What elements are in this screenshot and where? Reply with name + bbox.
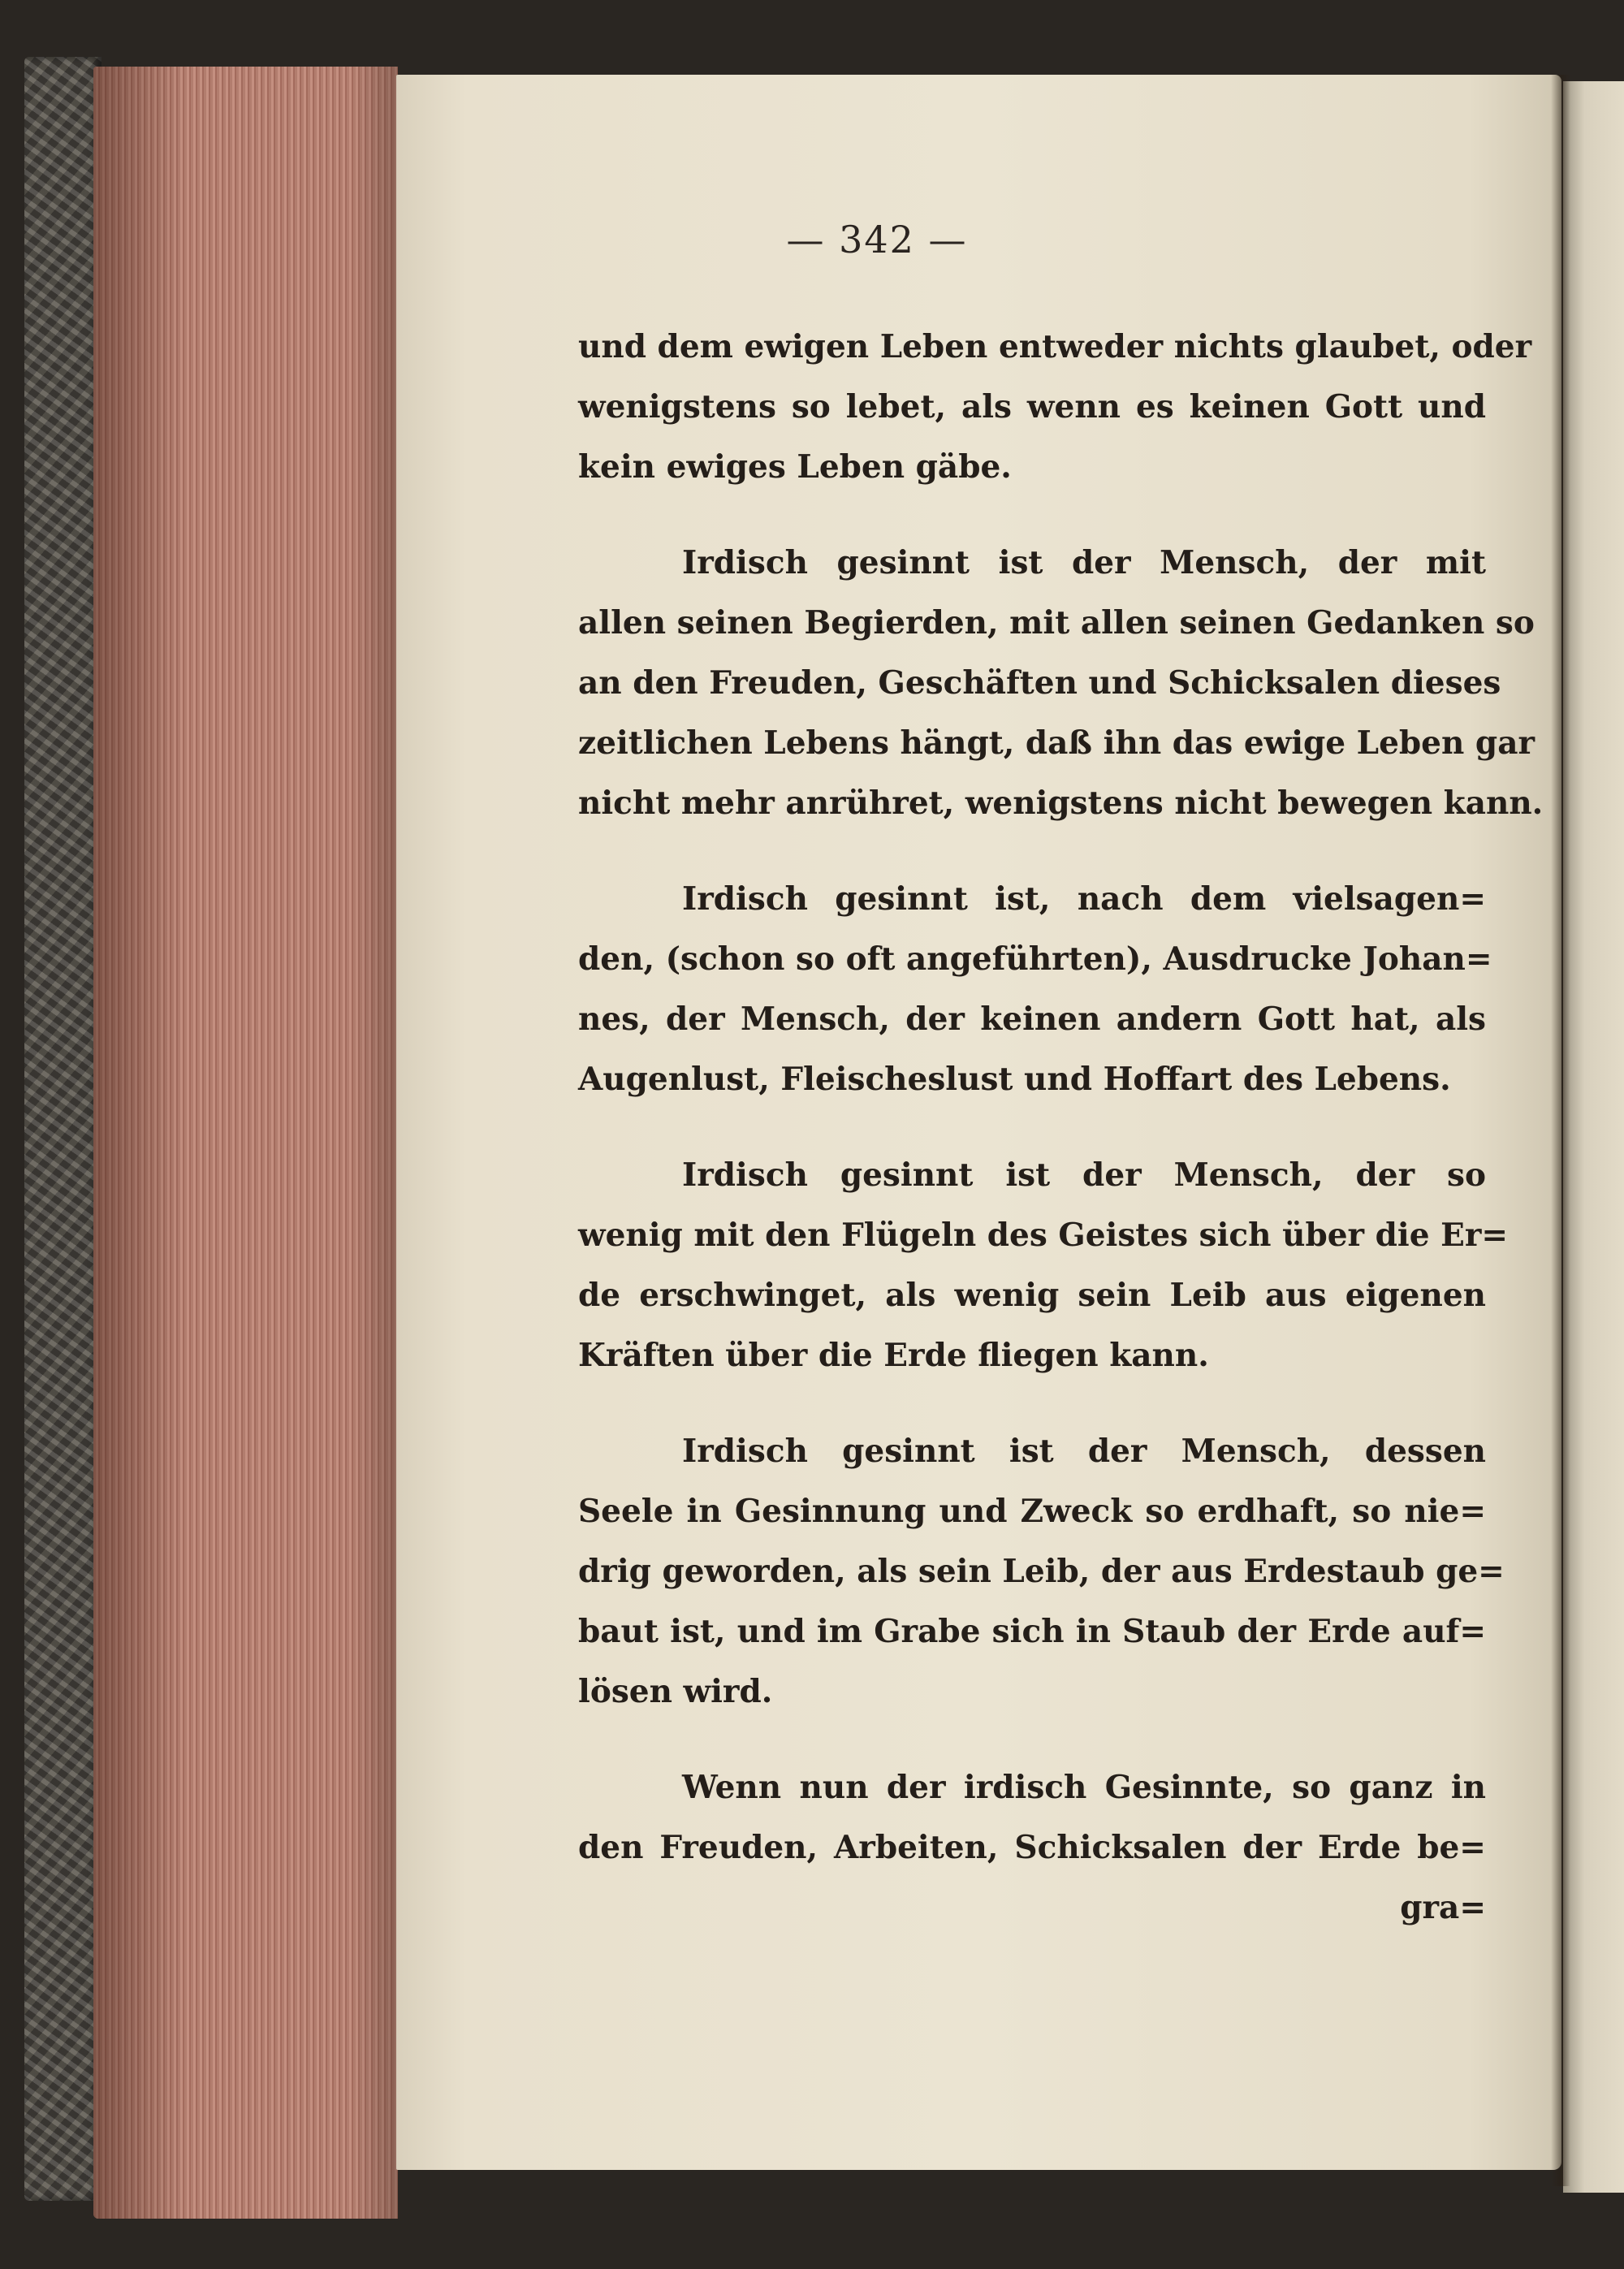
page-number: — 342 — — [786, 218, 968, 261]
text-line: Wenn nun der irdisch Gesinnte, so ganz in — [682, 1769, 1486, 1806]
text-line: Irdisch gesinnt ist, nach dem vielsagen= — [682, 880, 1486, 918]
text-line: an den Freuden, Geschäften und Schicksalen dieses — [578, 664, 1501, 702]
paragraph-1 — [578, 317, 1532, 497]
paragraph-4 — [578, 1145, 1509, 1385]
text-line: Seele in Gesinnung und Zweck so erdhaft, so nie= — [578, 1493, 1486, 1530]
text-line: und dem ewigen Leben entweder nichts glaubet, oder — [578, 328, 1532, 365]
text-line: baut ist, und im Grabe sich in Staub der Erde auf= — [578, 1613, 1486, 1650]
text-line: den, (schon so oft angeführten), Ausdrucke Johan= — [578, 940, 1492, 978]
paragraph-5 — [578, 1421, 1505, 1722]
paragraph-2 — [578, 533, 1544, 833]
text-line: kein ewiges Leben gäbe. — [578, 448, 1012, 486]
text-line: lösen wird. — [578, 1673, 773, 1710]
text-line: Augenlust, Fleischeslust und Hoffart des Lebens. — [578, 1061, 1451, 1098]
text-line: den Freuden, Arbeiten, Schicksalen der Erde be= — [578, 1829, 1486, 1866]
text-line: nicht mehr anrühret, wenigstens nicht bewegen kann. — [578, 784, 1544, 822]
text-line: de erschwinget, als wenig sein Leib aus eigenen — [578, 1277, 1486, 1314]
text-line: drig geworden, als sein Leib, der aus Erdestaub ge= — [578, 1553, 1505, 1590]
page-text — [578, 317, 1544, 1938]
gutter-shadow — [1551, 75, 1570, 2186]
text-line: wenig mit den Flügeln des Geistes sich über die Er= — [578, 1217, 1509, 1254]
page-block-shade — [93, 67, 398, 2219]
paragraph-3 — [578, 869, 1492, 1109]
text-line: allen seinen Begierden, mit allen seinen Gedanken so — [578, 604, 1535, 642]
text-line: Kräften über die Erde fliegen kann. — [578, 1337, 1209, 1374]
text-line: Irdisch gesinnt ist der Mensch, der so — [682, 1156, 1486, 1194]
text-line: Irdisch gesinnt ist der Mensch, dessen — [682, 1433, 1486, 1470]
text-line: nes, der Mensch, der keinen andern Gott hat, als — [578, 1001, 1486, 1038]
cover-shadow — [24, 57, 102, 2201]
text-line: wenigstens so lebet, als wenn es keinen Gott und — [578, 388, 1486, 426]
text-line: Irdisch gesinnt ist der Mensch, der mit — [682, 544, 1486, 581]
facing-page — [1563, 81, 1624, 2193]
catchword: gra= — [1400, 1889, 1486, 1926]
text-line: zeitlichen Lebens hängt, daß ihn das ewige Leben gar — [578, 724, 1535, 762]
paragraph-6 — [578, 1757, 1486, 1878]
